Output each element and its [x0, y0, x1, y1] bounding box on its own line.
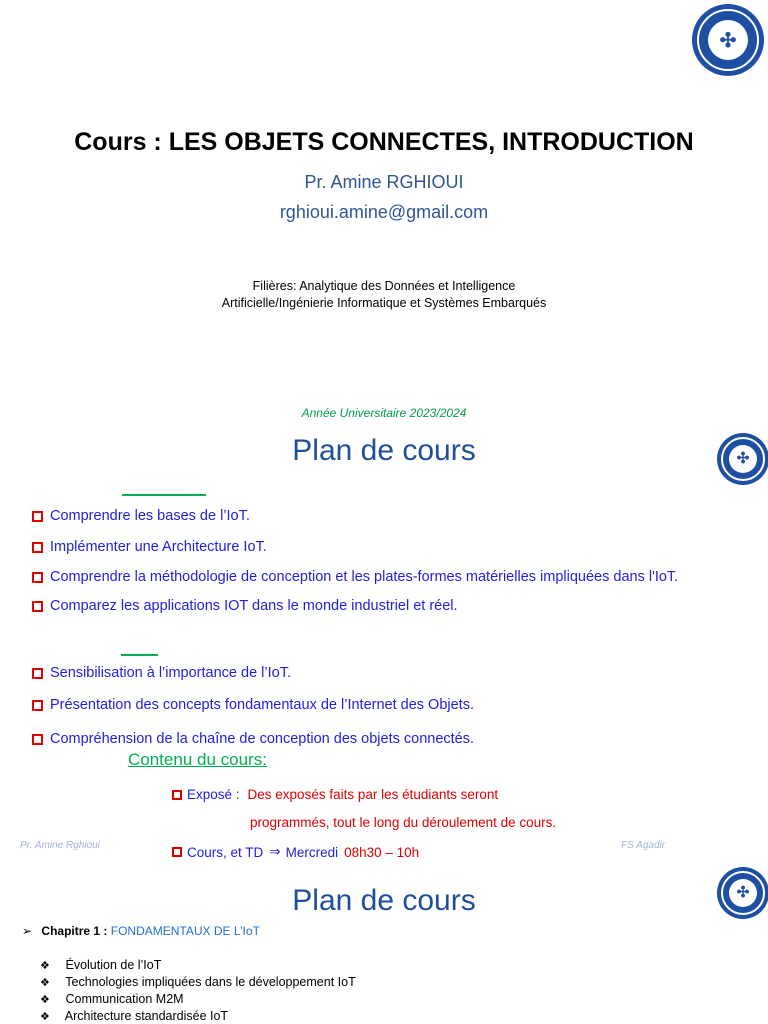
course-title: Cours : LES OBJETS CONNECTES, INTRODUCTION	[74, 128, 694, 156]
expose-text: Des exposés faits par les étudiants seront	[247, 787, 499, 802]
list-item: ❖ Technologies impliquées dans le développement IoT	[40, 975, 356, 989]
expose-label: Exposé :	[187, 787, 240, 802]
schedule-row	[172, 844, 419, 860]
cours-label: Cours, et TD	[187, 844, 264, 860]
checkbox-icon	[32, 542, 43, 553]
list-item: ❖ Architecture standardisée IoT	[40, 1009, 229, 1023]
filieres-line-2: Artificielle/Ingénierie Informatique et Systèmes Embarqués	[221, 296, 547, 310]
list-item: Comprendre les bases de l’IoT.	[32, 508, 250, 524]
list-item: ❖ Communication M2M	[40, 992, 184, 1006]
cours-day: Mercredi	[285, 844, 339, 860]
list-item: ❖ Évolution de l’IoT	[40, 958, 162, 972]
footer-institution: FS Agadir	[621, 840, 666, 851]
checkbox-icon	[172, 790, 182, 800]
contenu-title: Contenu du cours:	[128, 750, 267, 769]
expose-row	[172, 787, 498, 802]
four-diamond-bullet-icon: ❖	[40, 960, 50, 972]
filieres-line-1: Filières: Analytique des Données et Intelligence	[252, 279, 516, 293]
checkbox-icon	[32, 700, 43, 711]
checkbox-icon	[32, 668, 43, 679]
checkbox-icon	[32, 511, 43, 522]
author-name: Pr. Amine RGHIOUI	[304, 172, 464, 192]
chapter-label: Chapitre 1 :	[41, 924, 108, 938]
expose-text-continued: programmés, tout le long du déroulement de cours.	[250, 815, 557, 830]
checkbox-icon	[32, 601, 43, 612]
list-item: Comparez les applications IOT dans le monde industriel et réel.	[32, 598, 458, 614]
four-diamond-bullet-icon: ❖	[40, 994, 50, 1006]
checkbox-icon	[172, 847, 182, 857]
filieres-text	[0, 278, 768, 312]
plan-title-2: Plan de cours	[292, 884, 476, 917]
university-seal-icon: ✣	[717, 433, 768, 485]
author-email[interactable]: rghioui.amine@gmail.com	[279, 202, 489, 222]
four-diamond-bullet-icon: ❖	[40, 1011, 50, 1023]
list-item: Compréhension de la chaîne de conception des objets connectés.	[32, 731, 474, 747]
objectives-underline	[122, 494, 206, 496]
arrowhead-bullet-icon: ➢	[22, 924, 33, 938]
list-item: Présentation des concepts fondamentaux de l’Internet des Objets.	[32, 697, 474, 713]
chapter-heading	[22, 924, 260, 938]
footer-author: Pr. Amine Rghioui	[20, 840, 100, 851]
checkbox-icon	[32, 734, 43, 745]
list-item: Comprendre la méthodologie de conception et les plates-formes matérielles impliquées dans l'IoT.	[32, 569, 678, 585]
plan-title: Plan de cours	[292, 434, 476, 467]
cours-time: 08h30 – 10h	[344, 844, 420, 860]
chapter-title: FONDAMENTAUX DE L’IoT	[110, 924, 260, 938]
arrow-icon: ⇒	[269, 844, 281, 859]
list-item: Implémenter une Architecture IoT.	[32, 539, 267, 555]
four-diamond-bullet-icon: ❖	[40, 977, 50, 989]
list-item: Sensibilisation à l’importance de l’IoT.	[32, 665, 291, 681]
university-seal-icon: ✣	[717, 867, 768, 919]
academic-year: Année Universitaire 2023/2024	[301, 406, 467, 420]
checkbox-icon	[32, 572, 43, 583]
goals-underline	[121, 654, 158, 656]
university-seal-icon: ✣	[692, 4, 764, 76]
